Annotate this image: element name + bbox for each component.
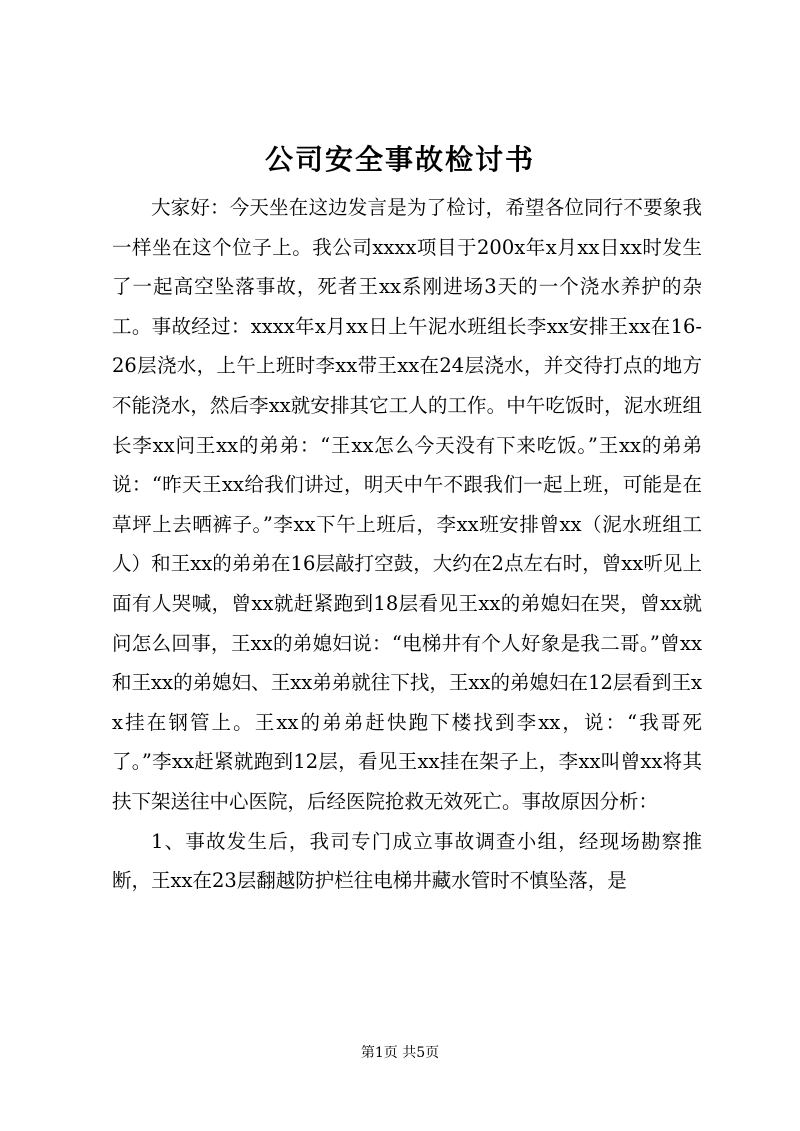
document-title: 公司安全事故检讨书 [264,143,535,176]
document-body [112,188,702,901]
paragraph-cause-analysis-1: 1、事故发生后，我司专门成立事故调查小组，经现场勘察推断，王xx在23层翻越防护栏往电梯井藏水管时不慎坠落，是 [112,829,702,893]
page-number-footer: 第1页 共5页 [360,1045,440,1061]
paragraph-incident-account: 大家好：今天坐在这边发言是为了检讨，希望各位同行不要象我一样坐在这个位子上。我公司xxxx项目于200x年x月xx日xx时发生了一起高空坠落事故，死者王xx系刚进场3天的一个浇水养护的杂工。事故经过：xxxx年x月xx日上午泥水班组长李xx安排王xx在16-26层浇水，上午上班时李xx带王xx在24层浇水，并交待打点的地方不能浇水，然后李xx就安排其它工人的工作。中午吃饭时，泥水班组长李xx问王xx的弟弟：“王xx怎么今天没有下来吃饭。”王xx的弟弟说：“昨天王xx给我们讲过，明天中午不跟我们一起上班，可能是在草坪上去晒裤子。”李xx下午上班后，李xx班安排曾xx（泥水班组工人）和王xx的弟弟在16层敲打空鼓，大约在2点左右时，曾xx听见上面有人哭喊，曾xx就赶紧跑到18层看见王xx的弟媳妇在哭，曾xx就问怎么回事，王xx的弟媳妇说：“电梯井有个人好象是我二哥。”曾xx和王xx的弟媳妇、王xx弟弟就往下找，王xx的弟媳妇在12层看到王xx挂在钢管上。王xx的弟弟赶快跑下楼找到李xx，说：“我哥死了。”李xx赶紧就跑到12层，看见王xx挂在架子上，李xx叫曾xx将其扶下架送往中心医院，后经医院抢救无效死亡。事故原因分析： [112,196,702,813]
